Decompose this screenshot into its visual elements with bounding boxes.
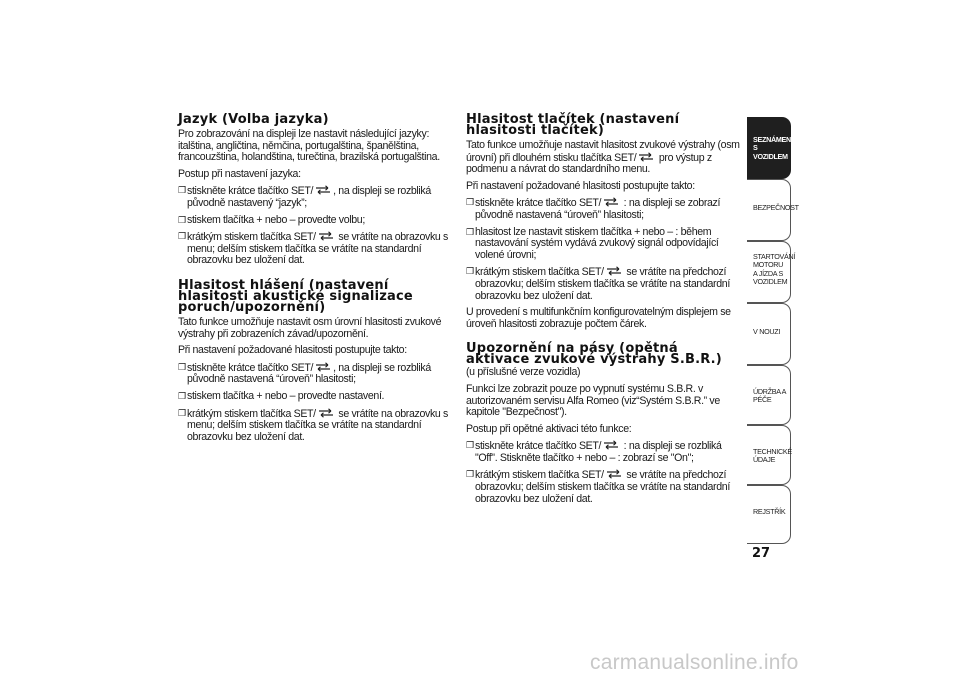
bullet-icon: ❒ [178,390,187,401]
bullet-icon: ❒ [178,361,187,372]
bullet-icon: ❒ [178,231,187,242]
bullet-icon: ❒ [466,266,475,277]
list-item: ❒ stiskněte krátce tlačítko SET/ , na displeji se rozbliká původně nastavený “jazyk”; [178,185,431,209]
tab-seznameni-s-vozidlem[interactable]: SEZNÁMENÍ S VOZIDLEM [747,117,791,179]
list-item: ❒ krátkým stiskem tlačítka SET/ se vrátíte na obrazovku s menu; delším stiskem tlačítka se vrátíte na standardní obrazovku bez uložení dat. [178,407,448,443]
list-item: ❒ stiskněte krátce tlačítko SET/ : na displeji se zobrazí původně nastavená “úroveň” hlasitosti; [466,197,721,221]
bullet-icon: ❒ [178,185,187,196]
set-enter-icon [314,362,332,372]
set-enter-icon [602,440,620,450]
set-enter-icon [605,266,623,276]
list-item: ❒ stiskem tlačítka + nebo – provedte nastavení. [178,389,385,402]
paragraph: Tato funkce umožňuje nastavit osm úrovní hlasitosti zvukové výstrahy při zobrazeních závad/upozornění. [178,315,442,340]
section-title-language: Jazyk (Volba jazyka) [178,112,329,127]
watermark: carmanualsonline.info [590,651,799,674]
bullet-icon: ❒ [178,214,187,225]
right-column [466,114,744,510]
paragraph: Při nastavení požadované hlasitosti postupujte takto: [466,179,695,192]
tab-startovani[interactable]: STARTOVÁNÍ MOTORU A JÍZDA S VOZIDLEM [747,241,791,303]
set-enter-icon [637,152,655,162]
paragraph: Pro zobrazování na displeji lze nastavit následující jazyky: italština, angličtina, němčina, portugalština, španělština, francouzština, holandština, turečtina, brazilská portugalština. [178,128,440,164]
tab-bezpecnost[interactable]: BEZPEČNOST [747,179,791,241]
section-title-seatbelt-reminder: Upozornění na pásy (opětná aktivace zvukové výstrahy S.B.R.) [466,341,722,368]
section-title-alert-volume: Hlasitost hlášení (nastavení hlasitosti akustické signalizace poruch/upozornění) [178,277,413,315]
set-enter-icon [317,408,335,418]
paragraph: U provedení s multifunkčním konfigurovatelným displejem se úroveň hlasitosti zobrazuje počtem čárek. [466,306,731,330]
left-column [178,114,450,448]
list-item: ❒ stiskněte krátce tlačítko SET/ , na displeji se rozbliká původně nastavená “úroveň” hlasitosti; [178,361,431,386]
bullet-icon: ❒ [466,197,475,208]
paragraph: Postup při opětné aktivaci této funkce: [466,422,632,435]
bullet-icon: ❒ [466,226,475,237]
paragraph: Tato funkce umožňuje nastavit hlasitost zvukové výstrahy (osm úrovní) při dlouhém stisku tlačítka SET/ pro výstup z podmenu a návrat do standardního menu. [466,139,740,176]
tab-technicke-udaje[interactable]: TECHNICKÉ ÚDAJE [747,425,791,485]
set-enter-icon [314,185,332,195]
paragraph: Funkci lze zobrazit pouze po vypnutí systému S.B.R. v autorizovaném servisu Alfa Romeo (viz“Systém S.B.R.” ve kapitole "Bezpečnost"). [466,382,720,419]
list-item: ❒ krátkým stiskem tlačítka SET/ se vrátíte na předchozí obrazovku; delším stiskem tlačítka se vrátíte na standardní obrazovku bez uložení dat. [466,469,730,505]
set-enter-icon [317,231,335,241]
paragraph: Postup při nastavení jazyka: [178,167,301,180]
bullet-icon: ❒ [466,440,475,451]
bullet-icon: ❒ [178,407,187,418]
set-enter-icon [605,469,623,479]
list-item: ❒ krátkým stiskem tlačítka SET/ se vrátíte na předchozí obrazovku; delším stiskem tlačítka se vrátíte na standardní obrazovku bez uložení dat. [466,266,730,302]
tab-v-nouzi[interactable]: V NOUZI [747,303,791,365]
bullet-icon: ❒ [466,469,475,480]
section-title-button-volume: Hlasitost tlačítek (nastavení hlasitosti tlačítek) [466,112,680,138]
list-item: ❒ krátkým stiskem tlačítka SET/ se vrátíte na obrazovku s menu; delším stiskem tlačítka se vrátíte na standardní obrazovku bez uložení dat. [178,231,448,267]
list-item: ❒ hlasitost lze nastavit stiskem tlačítka + nebo – : během nastavování systém vydává zvukový signál odpovídající volené úrovni; [466,225,719,261]
paragraph: Při nastavení požadované hlasitosti postupujte takto: [178,344,407,357]
tab-rejstrik[interactable]: REJSTŘÍK [747,485,791,544]
chapter-tabs [747,117,799,544]
list-item: ❒ stiskněte krátce tlačítko SET/ : na displeji se rozbliká "Off". Stiskněte tlačítko + nebo – : zobrazí se "On"; [466,440,722,464]
version-note: (u příslušné verze vozidla) [466,366,581,379]
page-number: 27 [752,546,771,561]
set-enter-icon [602,197,620,207]
tab-udrzba-a-pece[interactable]: ÚDRŽBA A PÉČE [747,365,791,425]
list-item: ❒ stiskem tlačítka + nebo – provedte volbu; [178,213,365,226]
